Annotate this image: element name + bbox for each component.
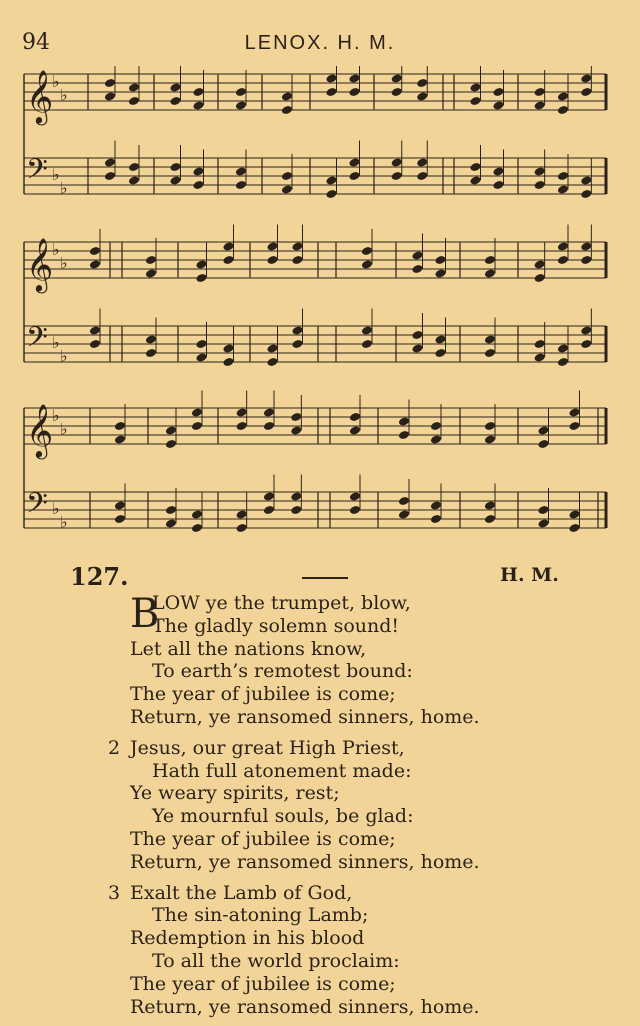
note-head (398, 509, 410, 519)
note-head (534, 87, 546, 97)
note-head (165, 439, 177, 449)
note-head (191, 509, 203, 519)
note-head (114, 421, 126, 431)
verse-line: The gladly solemn sound! (152, 614, 400, 637)
treble-clef-icon: 𝄞 (26, 237, 54, 291)
note-head (291, 325, 303, 335)
note-head (290, 505, 302, 515)
verse-line-text: Exalt the Lamb of God, (130, 881, 353, 904)
note-head (411, 330, 423, 340)
note-head (557, 343, 569, 353)
note-head (266, 241, 278, 251)
verse-line: Ye weary spirits, rest; (130, 782, 340, 805)
note-head (192, 166, 204, 176)
note-head (192, 100, 204, 110)
verse-line: Return, ye ransomed sinners, home. (130, 995, 480, 1018)
note-head (537, 425, 549, 435)
note-head (89, 339, 101, 349)
hymn-meter: H. M. (500, 564, 559, 586)
note-head (114, 514, 126, 524)
note-head (537, 505, 549, 515)
note-head (391, 157, 403, 167)
note-head (222, 241, 234, 251)
flat-icon: ♭ (60, 419, 68, 439)
note-head (537, 518, 549, 528)
note-head (325, 175, 337, 185)
note-head (398, 430, 410, 440)
note-head (349, 491, 361, 501)
note-head (145, 348, 157, 358)
note-head (361, 246, 373, 256)
note-head (434, 268, 446, 278)
note-head (484, 255, 496, 265)
note-head (191, 407, 203, 417)
note-head (325, 87, 337, 97)
note-head (557, 357, 569, 367)
note-head (484, 348, 496, 358)
note-head (236, 523, 248, 533)
note-head (195, 273, 207, 283)
note-head (580, 87, 592, 97)
note-head (128, 162, 140, 172)
note-head (492, 100, 504, 110)
verse-line: To all the world proclaim: (152, 949, 400, 972)
note-head (434, 255, 446, 265)
note-head (165, 505, 177, 515)
note-head (236, 407, 248, 417)
page-number: 94 (22, 30, 50, 55)
note-head (104, 157, 116, 167)
note-head (391, 87, 403, 97)
bass-clef-icon: 𝄢 (26, 321, 48, 361)
note-head (291, 339, 303, 349)
note-head (416, 157, 428, 167)
note-head (290, 491, 302, 501)
note-head (114, 500, 126, 510)
note-head (430, 514, 442, 524)
note-head (537, 439, 549, 449)
note-head (263, 491, 275, 501)
note-head (534, 273, 546, 283)
note-head (557, 171, 569, 181)
note-head (235, 180, 247, 190)
note-head (557, 241, 569, 251)
note-head (169, 162, 181, 172)
note-head (398, 416, 410, 426)
note-head (469, 96, 481, 106)
flat-icon: ♭ (60, 346, 68, 366)
note-head (291, 255, 303, 265)
note-head (325, 73, 337, 83)
note-head (391, 171, 403, 181)
treble-clef-icon: 𝄞 (26, 69, 54, 123)
note-head (195, 352, 207, 362)
note-head (469, 162, 481, 172)
bass-clef-icon: 𝄢 (26, 487, 48, 527)
note-head (361, 339, 373, 349)
flat-icon: ♭ (60, 178, 68, 198)
flat-icon: ♭ (52, 499, 60, 518)
note-head (411, 343, 423, 353)
verse-line: The sin-atoning Lamb; (152, 904, 369, 927)
note-head (416, 78, 428, 88)
verse-line (0, 882, 640, 905)
note-head (128, 96, 140, 106)
note-head (89, 246, 101, 256)
note-head (361, 259, 373, 269)
verse-line: Ye mournful souls, be glad: (152, 805, 414, 828)
flat-icon: ♭ (52, 240, 60, 259)
note-head (411, 264, 423, 274)
note-head (192, 87, 204, 97)
verse-line (0, 737, 640, 760)
note-head (236, 509, 248, 519)
note-head (484, 334, 496, 344)
note-head (128, 175, 140, 185)
note-head (349, 412, 361, 422)
note-head (89, 259, 101, 269)
verse-line: Return, ye ransomed sinners, home. (130, 850, 480, 873)
note-head (235, 87, 247, 97)
tune-title: LENOX. H. M. (244, 32, 396, 54)
note-head (281, 184, 293, 194)
note-head (492, 87, 504, 97)
note-head (165, 518, 177, 528)
treble-clef-icon: 𝄞 (26, 403, 54, 457)
note-head (469, 175, 481, 185)
note-head (266, 343, 278, 353)
flat-icon: ♭ (52, 72, 60, 91)
verse-line: Redemption in his blood (130, 927, 365, 950)
hymn-number: 127. (70, 562, 129, 591)
note-head (235, 100, 247, 110)
note-head (492, 166, 504, 176)
note-head (484, 434, 496, 444)
note-head (557, 255, 569, 265)
note-head (192, 180, 204, 190)
note-head (434, 334, 446, 344)
note-head (195, 259, 207, 269)
note-head (325, 189, 337, 199)
note-head (104, 171, 116, 181)
note-head (580, 255, 592, 265)
note-head (348, 171, 360, 181)
note-head (281, 91, 293, 101)
note-head (430, 434, 442, 444)
flat-icon: ♭ (52, 333, 60, 352)
note-head (145, 255, 157, 265)
note-head (290, 412, 302, 422)
note-head (104, 78, 116, 88)
note-head (568, 421, 580, 431)
note-head (568, 509, 580, 519)
note-head (580, 175, 592, 185)
hymn-heading (0, 562, 640, 592)
note-head (222, 255, 234, 265)
hymn-text (0, 592, 640, 1026)
note-head (484, 500, 496, 510)
music-score (18, 66, 618, 566)
note-head (348, 157, 360, 167)
verse-line-text: LOW ye the trumpet, blow, (152, 592, 411, 614)
note-head (263, 407, 275, 417)
verse-line-text: Jesus, our great High Priest, (130, 736, 405, 759)
note-head (361, 325, 373, 335)
note-head (222, 357, 234, 367)
note-head (263, 505, 275, 515)
note-head (568, 407, 580, 417)
note-head (236, 421, 248, 431)
note-head (580, 325, 592, 335)
note-head (169, 82, 181, 92)
note-head (580, 339, 592, 349)
note-head (469, 82, 481, 92)
stanza-3 (0, 882, 640, 1019)
note-head (534, 352, 546, 362)
verse-line: The year of jubilee is come; (130, 972, 396, 995)
note-head (416, 171, 428, 181)
verse-line: Let all the nations know, (130, 637, 367, 660)
note-head (398, 496, 410, 506)
note-head (349, 505, 361, 515)
note-head (281, 171, 293, 181)
note-head (484, 268, 496, 278)
note-head (534, 100, 546, 110)
note-head (557, 91, 569, 101)
verse-line: To earth’s remotest bound: (152, 660, 413, 683)
stanza-2 (0, 737, 640, 874)
note-head (568, 523, 580, 533)
note-head (222, 343, 234, 353)
flat-icon: ♭ (52, 165, 60, 184)
note-head (281, 105, 293, 115)
note-head (191, 421, 203, 431)
note-head (290, 425, 302, 435)
note-head (391, 73, 403, 83)
note-head (195, 339, 207, 349)
note-head (169, 96, 181, 106)
note-head (580, 189, 592, 199)
note-head (349, 425, 361, 435)
note-head (235, 166, 247, 176)
stanza-number: 3 (108, 881, 121, 904)
note-head (348, 73, 360, 83)
note-head (89, 325, 101, 335)
verse-line: Return, ye ransomed sinners, home. (130, 705, 480, 728)
note-head (416, 91, 428, 101)
note-head (534, 180, 546, 190)
note-head (165, 425, 177, 435)
verse-line: Hath full atonement made: (152, 759, 412, 782)
note-head (191, 523, 203, 533)
note-head (104, 91, 116, 101)
note-head (484, 421, 496, 431)
note-head (534, 339, 546, 349)
note-head (348, 87, 360, 97)
verse-line: The year of jubilee is come; (130, 827, 396, 850)
note-head (145, 268, 157, 278)
bass-clef-icon: 𝄢 (26, 153, 48, 193)
page-header (0, 30, 640, 60)
note-head (128, 82, 140, 92)
flat-icon: ♭ (60, 512, 68, 532)
stanza-number: 2 (108, 736, 121, 759)
note-head (266, 357, 278, 367)
note-head (557, 184, 569, 194)
note-head (145, 334, 157, 344)
note-head (434, 348, 446, 358)
note-head (114, 434, 126, 444)
note-head (580, 241, 592, 251)
note-head (534, 259, 546, 269)
note-head (557, 105, 569, 115)
drop-capital: B (130, 591, 160, 637)
flat-icon: ♭ (60, 85, 68, 105)
note-head (430, 500, 442, 510)
note-head (430, 421, 442, 431)
note-head (169, 175, 181, 185)
flat-icon: ♭ (60, 253, 68, 273)
verse-line: The year of jubilee is come; (130, 683, 396, 706)
stanza-1 (0, 592, 640, 729)
note-head (266, 255, 278, 265)
note-head (263, 421, 275, 431)
note-head (492, 180, 504, 190)
note-head (580, 73, 592, 83)
note-head (291, 241, 303, 251)
note-head (534, 166, 546, 176)
note-head (411, 250, 423, 260)
heading-rule (302, 577, 348, 579)
note-head (484, 514, 496, 524)
flat-icon: ♭ (52, 406, 60, 425)
